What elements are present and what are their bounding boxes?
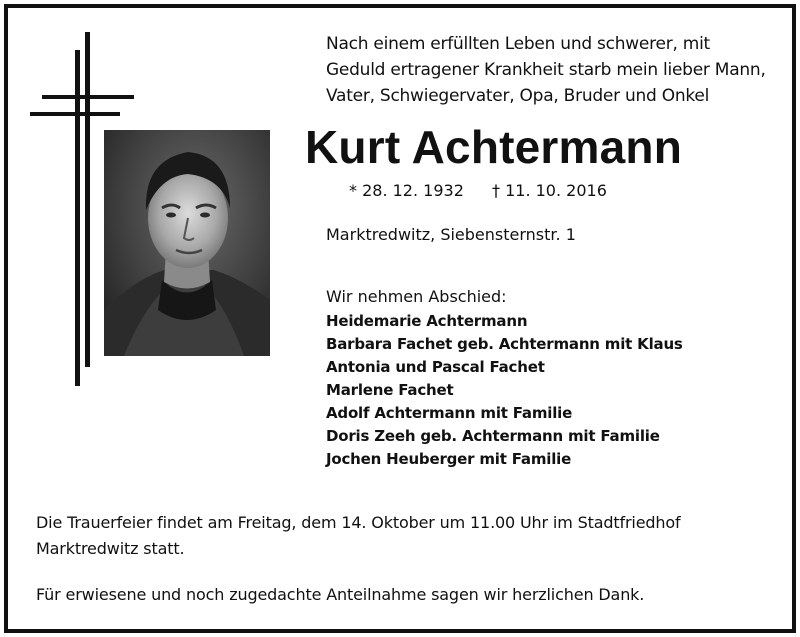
deceased-name: Kurt Achtermann	[305, 121, 682, 173]
intro-line: Vater, Schwiegervater, Opa, Bruder und Onkel	[326, 86, 710, 106]
funeral-line: Marktredwitz statt.	[36, 539, 185, 558]
mourner-name: Doris Zeeh geb. Achtermann mit Familie	[326, 427, 660, 445]
intro-line: Nach einem erfüllten Leben und schwerer, mit	[326, 34, 710, 54]
mourner-name: Jochen Heuberger mit Familie	[326, 450, 572, 468]
funeral-line: Die Trauerfeier findet am Freitag, dem 14. Oktober um 11.00 Uhr im Stadtfriedhof	[36, 513, 681, 532]
farewell-heading: Wir nehmen Abschied:	[326, 287, 507, 306]
death-date: † 11. 10. 2016	[492, 181, 607, 200]
funeral-info	[36, 510, 776, 562]
mourner-name: Antonia und Pascal Fachet	[326, 358, 545, 376]
intro-line: Geduld ertragener Krankheit starb mein lieber Mann,	[326, 60, 766, 80]
mourners-list	[326, 310, 683, 471]
mourner-name: Barbara Fachet geb. Achtermann mit Klaus	[326, 335, 683, 353]
portrait-photo	[104, 130, 270, 356]
address: Marktredwitz, Siebensternstr. 1	[326, 225, 576, 244]
mourner-name: Heidemarie Achtermann	[326, 312, 528, 330]
birth-date: * 28. 12. 1932	[349, 181, 464, 200]
mourner-name: Marlene Fachet	[326, 381, 454, 399]
thanks-text: Für erwiesene und noch zugedachte Anteilnahme sagen wir herzlichen Dank.	[36, 585, 645, 604]
mourner-name: Adolf Achtermann mit Familie	[326, 404, 573, 422]
intro-text	[326, 31, 786, 109]
